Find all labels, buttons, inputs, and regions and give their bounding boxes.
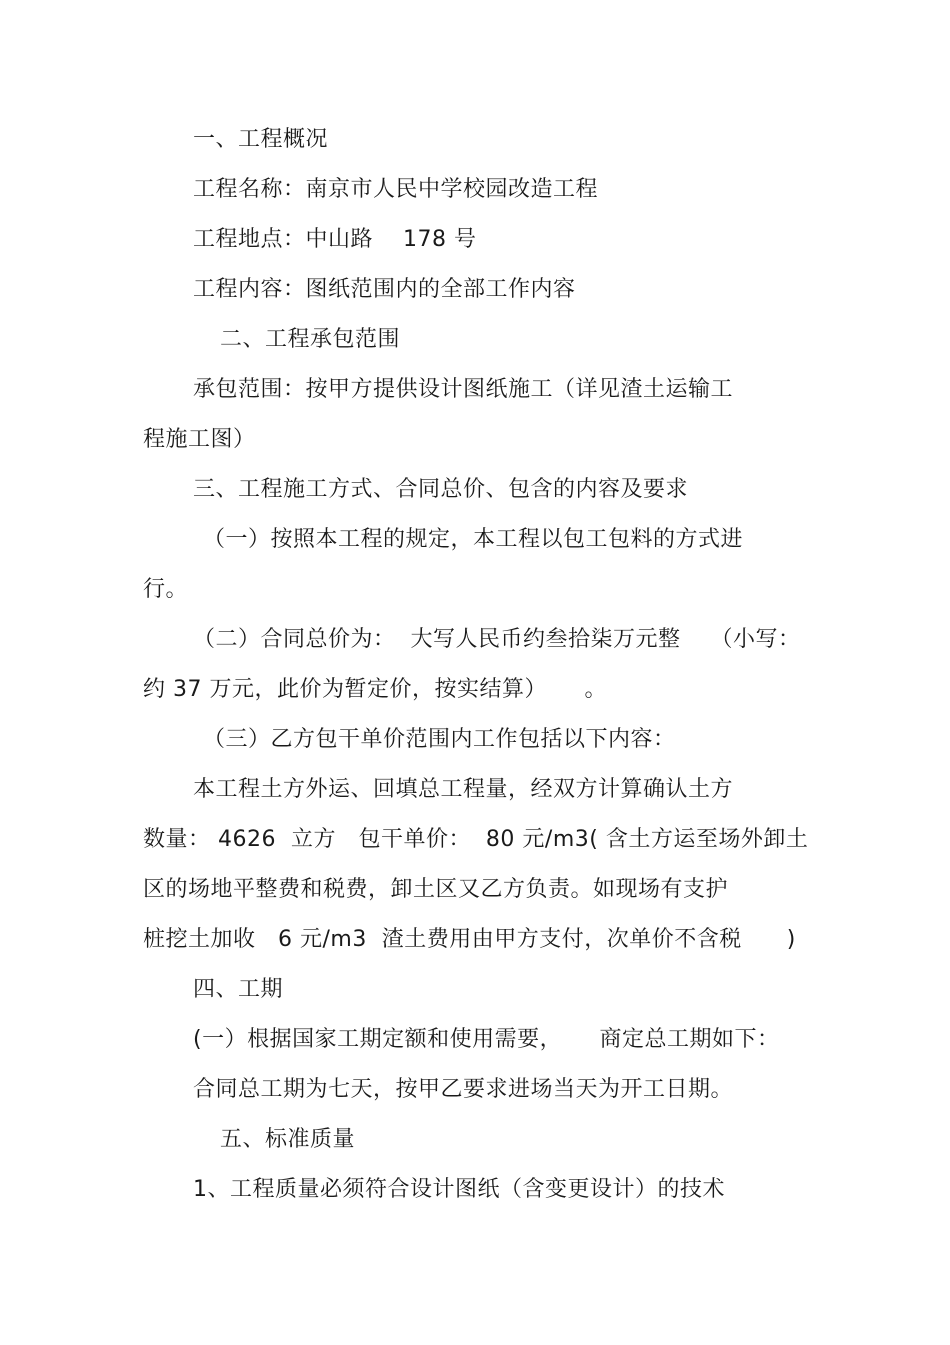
project-name-line: 工程名称：南京市人民中学校园改造工程: [193, 177, 599, 202]
clause-3-1: （一）按照本工程的规定，本工程以包工包料的方式进: [203, 527, 744, 552]
clause-3-3-body-4: 桩挖土加收 6 元/m3 渣土费用由甲方支付，次单价不含税 ): [143, 927, 796, 952]
clause-3-3-body-2: 数量： 4626 立方 包干单价： 80 元/m3( 含土方运至场外卸土: [143, 827, 809, 852]
scope-line-continued: 程施工图）: [143, 427, 256, 452]
clause-3-2-continued: 约 37 万元，此价为暂定价，按实结算） 。: [143, 677, 607, 702]
clause-4-1: (一）根据国家工期定额和使用需要， 商定总工期如下：: [193, 1027, 780, 1052]
clause-5-1: 1、工程质量必须符合设计图纸（含变更设计）的技术: [193, 1177, 725, 1202]
clause-3-3-body-1: 本工程土方外运、回填总工程量，经双方计算确认土方: [193, 777, 734, 802]
project-content-line: 工程内容：图纸范围内的全部工作内容: [193, 277, 576, 302]
section-heading-2: 二、工程承包范围: [220, 327, 401, 352]
clause-3-1-continued: 行。: [143, 577, 189, 602]
project-location-line: 工程地点：中山路 178 号: [193, 227, 477, 252]
section-heading-4: 四、工期: [193, 977, 284, 1002]
clause-3-3: （三）乙方包干单价范围内工作包括以下内容：: [203, 727, 676, 752]
clause-4-1-body: 合同总工期为七天，按甲乙要求进场当天为开工日期。: [193, 1077, 734, 1102]
section-heading-1: 一、工程概况: [193, 127, 329, 152]
section-heading-3: 三、工程施工方式、合同总价、包含的内容及要求: [193, 477, 689, 502]
scope-line: 承包范围：按甲方提供设计图纸施工（详见渣土运输工: [193, 377, 734, 402]
clause-3-3-body-3: 区的场地平整费和税费，卸土区又乙方负责。如现场有支护: [143, 877, 729, 902]
section-heading-5: 五、标准质量: [220, 1127, 356, 1152]
clause-3-2: （二）合同总价为： 大写人民币约叁拾柒万元整 （小写：: [193, 627, 801, 652]
